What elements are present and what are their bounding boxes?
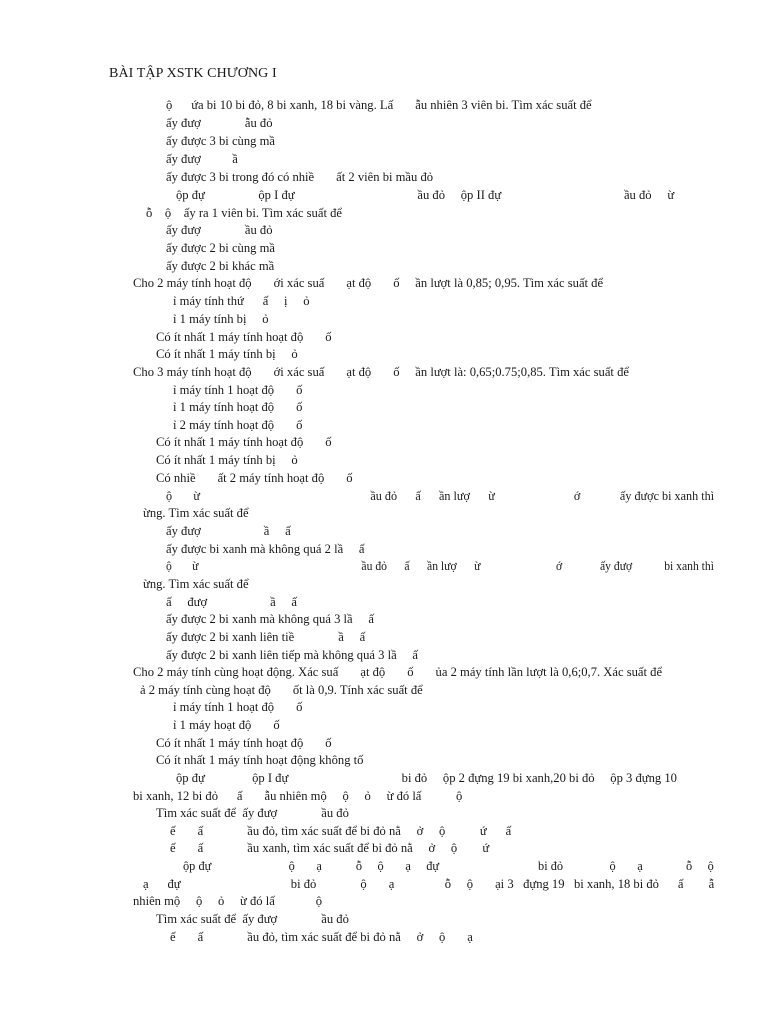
- text-line: ừng. Tìm xác suất để: [143, 577, 249, 591]
- text-line: ấy đượ ầu đỏ: [166, 223, 273, 237]
- text-line: Cho 3 máy tính hoạt độ ới xác suấ ạt độ ố ần lượt là: 0,65;0.75;0,85. Tìm xác suất để: [133, 365, 629, 379]
- text-line: bi xanh, 12 bi đỏ ấ ẫu nhiên mộ ộ ỏ ừ đó lấ ộ: [133, 789, 463, 803]
- text-line: ế ấ ầu đỏ, tìm xác suất để bi đỏ nằ ở ộ ứ ấ: [170, 824, 512, 838]
- text-line: ừng. Tìm xác suất để: [143, 506, 249, 520]
- text-line: ỉ 1 máy tính bị ỏ: [173, 312, 269, 326]
- text-line: ấy đượ ầ: [166, 152, 238, 166]
- text-line: ộp đự ộ ạ ỗ ộ ạ đự bi đỏ ộ ạ ỗ ộ: [183, 859, 714, 873]
- text-line: ấy được bi xanh mà không quá 2 lầ ấ: [166, 542, 365, 556]
- text-line: ỉ máy tính 1 hoạt độ ố: [173, 700, 303, 714]
- text-line: ộ ừ ầu đỏ ấ ần lượ ừ ớ ấy được bi xanh thì: [166, 489, 715, 503]
- text-line: ế ấ ầu đỏ, tìm xác suất để bi đỏ nằ ở ộ ạ: [170, 930, 473, 944]
- text-line: ấy được 2 bi cùng mầ: [166, 241, 275, 255]
- text-line: Tìm xác suất để ấy đượ ầu đỏ: [156, 806, 349, 820]
- text-line: ộ ứa bi 10 bi đỏ, 8 bi xanh, 18 bi vàng. Lấ ẫu nhiên 3 viên bi. Tìm xác suất để: [166, 98, 592, 112]
- text-line: Cho 2 máy tính cùng hoạt động. Xác suấ ạt độ ố ủa 2 máy tính lần lượt là 0,6;0,7. Xác suất để: [133, 665, 663, 679]
- text-line: ỉ máy tính thứ ấ ị ỏ: [173, 294, 310, 308]
- text-line: Tìm xác suất để ấy đượ ầu đỏ: [156, 912, 349, 926]
- text-line: ỉ máy tính 1 hoạt độ ố: [173, 383, 303, 397]
- text-line: ạ đự bi đỏ ộ ạ ỗ ộ ại 3 đựng 19 bi xanh, 18 bi đỏ ấ ẫ: [143, 877, 715, 891]
- text-line: nhiên mộ ộ ỏ ừ đó lấ ộ: [133, 894, 323, 908]
- text-line: Có ít nhất 1 máy tính hoạt động không tố: [156, 753, 364, 767]
- text-line: ả 2 máy tính cùng hoạt độ ốt là 0,9. Tính xác suất để: [140, 683, 423, 697]
- text-line: Cho 2 máy tính hoạt độ ới xác suấ ạt độ ố ần lượt là 0,85; 0,95. Tìm xác suất để: [133, 276, 604, 290]
- text-line: ấy được 2 bi xanh liên tiề ầ ấ: [166, 630, 366, 644]
- page-title: BÀI TẬP XSTK CHƯƠNG I: [109, 66, 277, 81]
- text-line: Có ít nhất 1 máy tính hoạt độ ố: [156, 435, 332, 449]
- text-line: Có ít nhất 1 máy tính hoạt độ ố: [156, 736, 332, 750]
- text-line: ấy được 3 bi trong đó có nhiề ất 2 viên bi mầu đỏ: [166, 170, 434, 184]
- text-line: ấy được 3 bi cùng mầ: [166, 134, 275, 148]
- text-line: Có ít nhất 1 máy tính bị ỏ: [156, 347, 298, 361]
- text-line: ỉ 2 máy tính hoạt độ ố: [173, 418, 303, 432]
- text-line: Có ít nhất 1 máy tính bị ỏ: [156, 453, 298, 467]
- text-line: ỉ 1 máy hoạt độ ố: [173, 718, 280, 732]
- text-line: ấy đượ ầ ấ: [166, 524, 291, 538]
- text-line: ộp đự ộp I đự bi đỏ ộp 2 đựng 19 bi xanh,20 bi đỏ ộp 3 đựng 10: [176, 771, 677, 785]
- text-line: Có nhiề ất 2 máy tính hoạt độ ố: [156, 471, 353, 485]
- text-line: ấy được 2 bi khác mầ: [166, 259, 275, 273]
- text-line: ộp đự ộp I đự ầu đỏ ộp II đự ầu đỏ ừ: [176, 188, 675, 202]
- text-line: ỉ 1 máy tính hoạt độ ố: [173, 400, 303, 414]
- text-line: ấy được 2 bi xanh mà không quá 3 lầ ấ: [166, 612, 374, 626]
- text-line: ấy được 2 bi xanh liên tiếp mà không quá 3 lầ ấ: [166, 648, 419, 662]
- text-line: ế ấ ầu xanh, tìm xác suất để bi đỏ nằ ở ộ ứ: [170, 841, 490, 855]
- text-line: ấy đượ ẫu đỏ: [166, 116, 273, 130]
- text-line: Có ít nhất 1 máy tính hoạt độ ố: [156, 330, 332, 344]
- text-line: ỗ ộ ấy ra 1 viên bi. Tìm xác suất để: [146, 206, 342, 220]
- text-line: ấ đượ ầ ấ: [166, 595, 298, 609]
- text-line: ộ ừ ầu đỏ ấ ần lượ ừ ớ ấy đượ bi xanh thì: [166, 559, 714, 573]
